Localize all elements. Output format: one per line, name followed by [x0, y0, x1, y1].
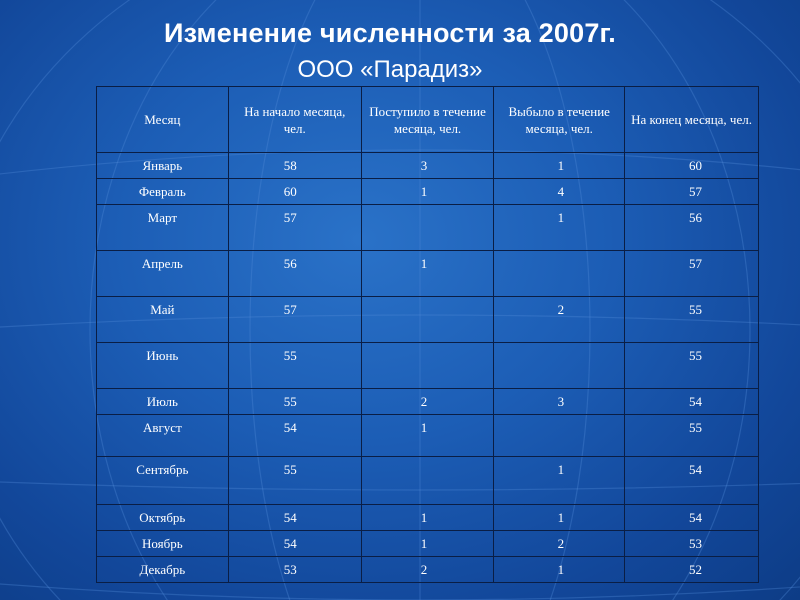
cell-start: 60 [228, 179, 361, 205]
table-row [97, 153, 759, 179]
table-row [97, 205, 759, 251]
cell-out: 3 [494, 389, 625, 415]
cell-out: 2 [494, 297, 625, 343]
table-row [97, 505, 759, 531]
cell-month: Февраль [97, 179, 229, 205]
cell-month: Март [97, 205, 229, 251]
cell-start: 57 [228, 297, 361, 343]
cell-out: 1 [494, 457, 625, 505]
cell-end: 52 [625, 557, 759, 583]
cell-in: 1 [361, 179, 494, 205]
cell-out: 1 [494, 153, 625, 179]
cell-end: 54 [625, 505, 759, 531]
cell-start: 55 [228, 389, 361, 415]
cell-out: 4 [494, 179, 625, 205]
cell-end: 54 [625, 389, 759, 415]
cell-in [361, 457, 494, 505]
cell-end: 57 [625, 179, 759, 205]
cell-end: 53 [625, 531, 759, 557]
cell-month: Август [97, 415, 229, 457]
cell-in: 1 [361, 415, 494, 457]
table-row [97, 531, 759, 557]
cell-start: 56 [228, 251, 361, 297]
cell-in [361, 297, 494, 343]
cell-in [361, 205, 494, 251]
table-row [97, 343, 759, 389]
table-row [97, 557, 759, 583]
cell-end: 56 [625, 205, 759, 251]
cell-month: Октябрь [97, 505, 229, 531]
cell-start: 54 [228, 415, 361, 457]
column-header-end: На конец месяца, чел. [625, 87, 759, 153]
cell-month: Июль [97, 389, 229, 415]
cell-start: 55 [228, 343, 361, 389]
table-row [97, 457, 759, 505]
cell-start: 54 [228, 505, 361, 531]
cell-month: Апрель [97, 251, 229, 297]
cell-month: Ноябрь [97, 531, 229, 557]
table-row [97, 179, 759, 205]
cell-end: 54 [625, 457, 759, 505]
cell-end: 60 [625, 153, 759, 179]
column-header-in: Поступило в течение месяца, чел. [361, 87, 494, 153]
table-header-row [97, 87, 759, 153]
cell-in: 1 [361, 251, 494, 297]
cell-out: 1 [494, 205, 625, 251]
page-title: Изменение численности за 2007г. [164, 18, 616, 48]
table-row [97, 389, 759, 415]
cell-out: 1 [494, 505, 625, 531]
column-header-start: На начало месяца, чел. [228, 87, 361, 153]
cell-out [494, 343, 625, 389]
cell-end: 55 [625, 415, 759, 457]
cell-out: 1 [494, 557, 625, 583]
cell-end: 57 [625, 251, 759, 297]
cell-start: 58 [228, 153, 361, 179]
headcount-table [96, 86, 759, 583]
cell-in: 2 [361, 389, 494, 415]
column-header-month: Месяц [97, 87, 229, 153]
page-subtitle: ООО «Парадиз» [297, 56, 483, 83]
cell-start: 57 [228, 205, 361, 251]
cell-in: 1 [361, 531, 494, 557]
cell-end: 55 [625, 343, 759, 389]
cell-end: 55 [625, 297, 759, 343]
cell-start: 55 [228, 457, 361, 505]
cell-out: 2 [494, 531, 625, 557]
cell-month: Май [97, 297, 229, 343]
cell-in: 3 [361, 153, 494, 179]
cell-month: Сентябрь [97, 457, 229, 505]
table-row [97, 251, 759, 297]
cell-in [361, 343, 494, 389]
table-row [97, 297, 759, 343]
cell-start: 54 [228, 531, 361, 557]
cell-start: 53 [228, 557, 361, 583]
table-row [97, 415, 759, 457]
cell-in: 1 [361, 505, 494, 531]
cell-month: Декабрь [97, 557, 229, 583]
cell-out [494, 251, 625, 297]
column-header-out: Выбыло в течение месяца, чел. [494, 87, 625, 153]
cell-out [494, 415, 625, 457]
cell-month: Июнь [97, 343, 229, 389]
cell-month: Январь [97, 153, 229, 179]
cell-in: 2 [361, 557, 494, 583]
